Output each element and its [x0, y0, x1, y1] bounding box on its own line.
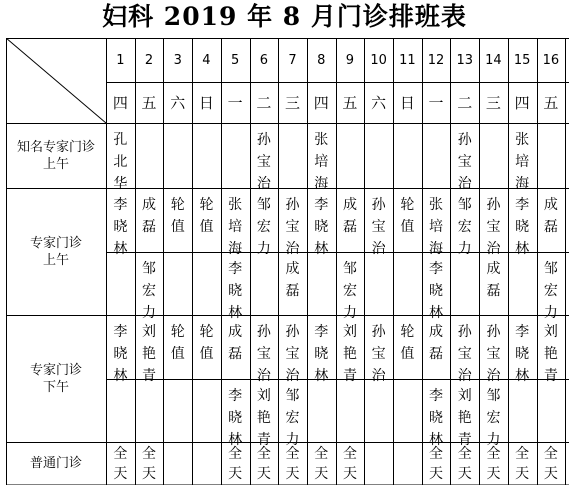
schedule-cell: 邹 宏 力 [486, 388, 501, 448]
schedule-cell [364, 379, 393, 442]
schedule-cell: 刘 艳 青 [342, 324, 357, 384]
schedule-cell: 刘 艳 青 [256, 388, 271, 448]
weekday-cell: 四 [112, 94, 128, 112]
schedule-cell [364, 123, 393, 188]
weekday-cell: 三 [285, 94, 301, 112]
row-label-text: 知名专家门诊 [16, 139, 95, 155]
schedule-cell [364, 252, 393, 315]
row-label [6, 315, 106, 442]
date-cell: 15 [513, 52, 531, 68]
schedule-title: 妇科 2019 年 8 月门诊排班表 [102, 2, 467, 31]
date-cell: 9 [345, 52, 355, 68]
schedule-cell: 轮 值 [199, 324, 214, 362]
schedule-cell: 全 天 [486, 446, 501, 482]
weekday-cell: 六 [170, 94, 186, 112]
row-label-text: 上午 [42, 156, 69, 172]
weekday-cell: 五 [342, 94, 358, 112]
header-corner [6, 38, 106, 123]
schedule-cell [192, 252, 221, 315]
schedule-cell: 孙 宝 治 [371, 197, 386, 257]
date-cell: 13 [456, 52, 473, 68]
schedule-cell: 孙 宝 治 [256, 132, 271, 192]
schedule-cell: 孙 宝 治 [285, 324, 300, 384]
schedule-cell: 全 天 [457, 446, 472, 482]
schedule-cell: 轮 值 [400, 197, 415, 235]
schedule-cell [336, 123, 365, 188]
schedule-cell: 孙 宝 治 [486, 197, 501, 257]
schedule-cell: 全 天 [228, 446, 243, 482]
schedule-cell: 李 晓 林 [429, 388, 444, 448]
schedule-cell: 全 天 [342, 446, 357, 482]
schedule-cell: 李 晓 林 [515, 197, 530, 257]
schedule-cell: 孙 宝 治 [256, 324, 271, 384]
schedule-cell: 邹 宏 力 [457, 197, 472, 257]
row-label [6, 442, 106, 485]
schedule-cell: 李 晓 林 [429, 261, 444, 321]
schedule-cell [278, 123, 307, 188]
date-cell: 10 [370, 52, 387, 68]
schedule-cell [192, 379, 221, 442]
schedule-cell: 轮 值 [170, 197, 185, 235]
date-cell: 11 [399, 52, 416, 68]
schedule-cell: 成 磊 [228, 324, 243, 362]
schedule-cell: 张 培 海 [515, 132, 530, 192]
schedule-cell [364, 442, 393, 485]
schedule-cell [479, 123, 508, 188]
schedule-cell: 李 晓 林 [113, 324, 128, 384]
schedule-cell [336, 379, 365, 442]
schedule-cell [106, 252, 135, 315]
row-label-text: 上午 [42, 252, 69, 268]
schedule-cell: 全 天 [515, 446, 530, 482]
weekday-cell: 一 [227, 94, 243, 112]
schedule-cell [422, 123, 451, 188]
diagonal-line [6, 38, 106, 123]
schedule-cell [163, 123, 192, 188]
schedule-cell [192, 442, 221, 485]
date-cell: 6 [259, 52, 268, 68]
schedule-cell [508, 379, 537, 442]
schedule-cell: 轮 值 [199, 197, 214, 235]
schedule-cell: 孙 宝 治 [457, 324, 472, 384]
weekday-cell: 五 [543, 94, 559, 112]
row-label-text: 下午 [42, 379, 69, 395]
date-cell: 8 [317, 52, 326, 68]
schedule-cell [192, 123, 221, 188]
schedule-cell [393, 379, 422, 442]
schedule-cell [393, 123, 422, 188]
weekday-cell: 日 [198, 94, 214, 112]
schedule-cell: 李 晓 林 [515, 324, 530, 384]
row-label-text: 普通门诊 [29, 456, 82, 471]
weekday-cell: 五 [141, 94, 157, 112]
schedule-cell: 刘 艳 青 [142, 324, 157, 384]
schedule-cell: 孙 宝 治 [457, 132, 472, 192]
schedule-cell [163, 252, 192, 315]
schedule-cell: 成 磊 [543, 197, 558, 235]
schedule-cell: 全 天 [113, 446, 128, 482]
schedule-cell: 李 晓 林 [113, 197, 128, 257]
schedule-cell [250, 252, 279, 315]
schedule-cell [450, 252, 479, 315]
schedule-cell: 孙 宝 治 [285, 197, 300, 257]
schedule-cell: 全 天 [314, 446, 329, 482]
schedule-cell: 李 晓 林 [228, 261, 243, 321]
schedule-cell: 李 晓 林 [314, 197, 329, 257]
schedule-cell [393, 252, 422, 315]
schedule-cell [135, 123, 164, 188]
schedule-cell: 张 培 海 [314, 132, 329, 192]
schedule-cell [393, 442, 422, 485]
schedule-cell: 邹 宏 力 [256, 197, 271, 257]
row-label [6, 188, 106, 315]
schedule-cell: 成 磊 [429, 324, 444, 362]
schedule-cell: 孙 宝 治 [486, 324, 501, 384]
date-cell: 2 [144, 52, 154, 68]
schedule-cell: 李 晓 林 [228, 388, 243, 448]
schedule-cell: 全 天 [142, 446, 157, 482]
schedule-cell: 全 天 [543, 446, 558, 482]
schedule-cell: 成 磊 [342, 197, 357, 235]
schedule-cell: 李 晓 林 [314, 324, 329, 384]
schedule-cell [307, 252, 336, 315]
schedule-cell: 成 磊 [285, 261, 300, 299]
schedule-cell [508, 252, 537, 315]
weekday-cell: 六 [371, 94, 387, 112]
schedule-cell: 全 天 [429, 446, 444, 482]
schedule-cell [163, 379, 192, 442]
row-label-text: 专家门诊 [29, 362, 82, 378]
row-label [6, 123, 106, 188]
schedule-cell [307, 379, 336, 442]
schedule-cell: 全 天 [285, 446, 300, 482]
schedule-cell: 孔 北 华 [113, 132, 128, 192]
weekday-cell: 日 [399, 94, 415, 112]
schedule-cell [537, 123, 566, 188]
schedule-cell: 张 培 海 [429, 197, 444, 257]
schedule-cell [221, 123, 250, 188]
schedule-cell: 邹 宏 力 [342, 261, 357, 321]
schedule-cell: 邹 宏 力 [285, 388, 300, 448]
schedule-cell [106, 379, 135, 442]
date-cell: 12 [427, 52, 445, 68]
schedule-cell: 轮 值 [400, 324, 415, 362]
date-cell: 4 [202, 52, 211, 68]
schedule-cell [135, 379, 164, 442]
weekday-cell: 三 [485, 94, 501, 112]
row-label-text: 专家门诊 [29, 235, 82, 251]
date-cell: 3 [173, 52, 182, 68]
schedule-cell [537, 379, 566, 442]
schedule-cell: 成 磊 [486, 261, 501, 299]
date-cell: 5 [231, 52, 240, 68]
schedule-cell: 邹 宏 力 [543, 261, 558, 321]
schedule-cell: 刘 艳 青 [543, 324, 558, 384]
weekday-cell: 二 [457, 94, 473, 112]
schedule-cell: 孙 宝 治 [371, 324, 386, 384]
weekday-cell: 四 [313, 94, 329, 112]
weekday-cell: 四 [514, 94, 530, 112]
schedule-cell: 全 天 [256, 446, 271, 482]
date-cell: 14 [485, 52, 502, 68]
schedule-cell: 刘 艳 青 [457, 388, 472, 448]
weekday-cell: 一 [428, 94, 444, 112]
date-cell: 7 [288, 52, 297, 68]
date-cell: 16 [542, 52, 560, 68]
weekday-cell: 二 [256, 94, 272, 112]
schedule-cell: 张 培 海 [228, 197, 243, 257]
date-cell: 1 [116, 52, 125, 68]
schedule-cell: 成 磊 [142, 197, 157, 235]
schedule-cell [163, 442, 192, 485]
schedule-cell: 邹 宏 力 [142, 261, 157, 321]
schedule-cell: 轮 值 [170, 324, 185, 362]
